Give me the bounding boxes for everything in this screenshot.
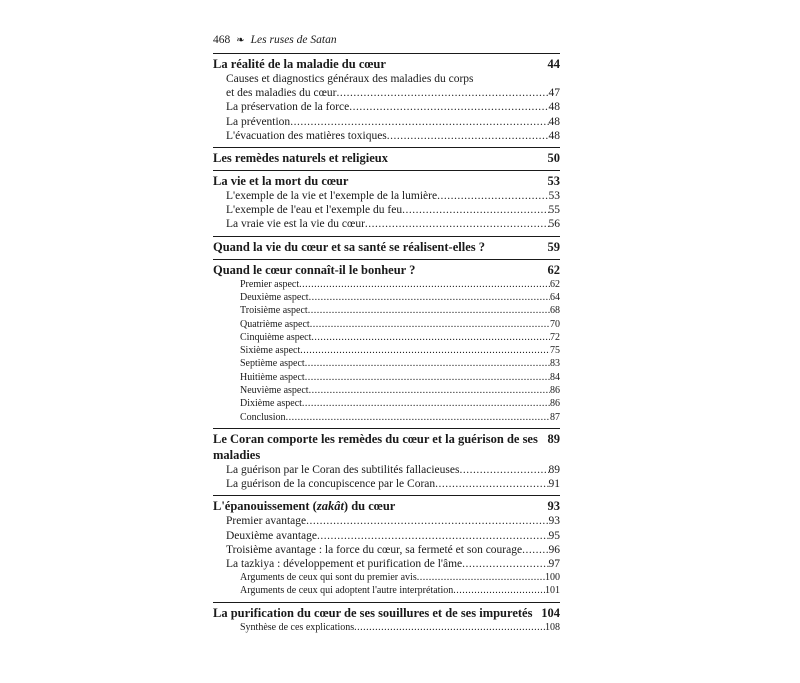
chapter-heading bbox=[213, 239, 560, 255]
toc-section bbox=[213, 602, 560, 634]
chapter-heading bbox=[213, 173, 560, 189]
toc-entry-page-number: 100 bbox=[545, 572, 560, 584]
toc-entry bbox=[213, 318, 560, 331]
toc-entry-label: L'exemple de la vie et l'exemple de la lumière bbox=[226, 190, 438, 203]
toc-entry-label: La tazkiya : développement et purification de l'âme bbox=[226, 557, 463, 570]
chapter-title: Les remèdes naturels et religieux bbox=[213, 151, 388, 166]
toc-page bbox=[213, 28, 560, 634]
toc-entry-label: Deuxième aspect bbox=[240, 291, 309, 303]
chapter-heading bbox=[213, 431, 560, 463]
dot-leader bbox=[354, 621, 545, 634]
chapter-title: La purification du cœur de ses souillures et de ses impuretés bbox=[213, 605, 533, 620]
toc-entry-page-number: 96 bbox=[548, 543, 560, 556]
toc-entry-label: Troisième avantage : la force du cœur, sa fermeté et son courage bbox=[226, 543, 523, 556]
toc-entry-label: Arguments de ceux qui adoptent l'autre interprétation bbox=[240, 585, 454, 597]
dot-leader bbox=[365, 217, 549, 231]
chapter-title: Le Coran comporte les remèdes du cœur et la guérison de ses maladies bbox=[213, 431, 538, 462]
toc-section bbox=[213, 236, 560, 255]
toc-entry-page-number: 101 bbox=[545, 585, 560, 597]
toc-entry bbox=[213, 584, 560, 597]
toc-entry-label: Arguments de ceux qui sont du premier avis bbox=[240, 572, 417, 584]
toc-entry bbox=[213, 278, 560, 291]
dot-leader bbox=[305, 357, 550, 370]
chapter-page-number: 53 bbox=[547, 174, 560, 189]
dot-leader bbox=[310, 318, 550, 331]
toc-entry-label: Deuxième avantage bbox=[226, 529, 317, 542]
dot-leader bbox=[387, 129, 549, 143]
toc-entry bbox=[213, 384, 560, 397]
toc-entry-page-number: 84 bbox=[550, 371, 560, 383]
toc-entry bbox=[213, 129, 560, 143]
toc-section bbox=[213, 170, 560, 232]
toc-entry bbox=[213, 557, 560, 571]
dot-leader bbox=[437, 189, 548, 203]
toc-entry-label: La prévention bbox=[226, 115, 291, 128]
table-of-contents bbox=[213, 53, 560, 634]
toc-entry bbox=[213, 304, 560, 317]
toc-entry-page-number: 55 bbox=[548, 204, 560, 217]
toc-entry-page-number: 75 bbox=[550, 345, 560, 357]
toc-entry-label: et des maladies du cœur bbox=[226, 87, 337, 100]
toc-entry-label: Premier aspect bbox=[240, 278, 300, 290]
dot-leader bbox=[290, 115, 548, 129]
toc-entry bbox=[213, 357, 560, 370]
toc-entry bbox=[213, 371, 560, 384]
toc-entry-label: Neuvième aspect bbox=[240, 385, 309, 396]
toc-entry-label: Troisième aspect bbox=[240, 305, 308, 317]
chapter-title: Quand la vie du cœur et sa santé se réalisent-elles ? bbox=[213, 239, 485, 254]
toc-entry-page-number: 108 bbox=[545, 621, 560, 633]
toc-entry-page-number: 83 bbox=[550, 358, 560, 370]
chapter-heading bbox=[213, 150, 560, 166]
dot-leader bbox=[309, 384, 550, 397]
chapter-title-part: ) du cœur bbox=[343, 499, 396, 514]
toc-entry bbox=[213, 529, 560, 543]
toc-entry-label: L'évacuation des matières toxiques bbox=[226, 129, 387, 142]
toc-entry bbox=[213, 86, 560, 100]
dot-leader bbox=[453, 584, 545, 597]
toc-entry-label: Premier avantage bbox=[226, 515, 307, 528]
toc-entry bbox=[213, 291, 560, 304]
chapter-page-number: 62 bbox=[547, 262, 560, 277]
toc-entry-label: Septième aspect bbox=[240, 358, 305, 370]
dot-leader bbox=[305, 371, 550, 384]
dot-leader bbox=[317, 529, 549, 543]
toc-entry bbox=[213, 411, 560, 424]
toc-entry bbox=[213, 115, 560, 129]
toc-entry-label: Conclusion bbox=[240, 411, 286, 423]
toc-section bbox=[213, 53, 560, 143]
toc-entry-label: Synthèse de ces explications bbox=[240, 621, 355, 633]
toc-entry bbox=[213, 397, 560, 410]
toc-section bbox=[213, 495, 560, 597]
toc-entry-page-number: 62 bbox=[550, 278, 560, 290]
chapter-title: Quand le cœur connaît-il le bonheur ? bbox=[213, 262, 416, 277]
toc-entry-label: Sixième aspect bbox=[240, 345, 301, 357]
dot-leader bbox=[349, 100, 548, 114]
toc-entry-label: La préservation de la force bbox=[226, 101, 350, 114]
toc-entry-page-number: 48 bbox=[548, 115, 560, 128]
toc-entry-page-number: 72 bbox=[550, 331, 560, 343]
leaf-ornament-icon: ❧ bbox=[236, 34, 245, 46]
toc-entry-line: Causes et diagnostics généraux des maladies du corps bbox=[226, 73, 474, 85]
dot-leader bbox=[306, 514, 548, 528]
toc-entry-page-number: 47 bbox=[548, 87, 560, 100]
toc-entry bbox=[213, 463, 560, 477]
page-number: 468 bbox=[213, 34, 231, 46]
chapter-page-number: 59 bbox=[547, 239, 560, 254]
toc-entry-page-number: 56 bbox=[548, 218, 560, 231]
dot-leader bbox=[459, 463, 548, 477]
toc-entry-page-number: 64 bbox=[550, 291, 560, 303]
toc-entry-page-number: 86 bbox=[550, 385, 560, 396]
toc-entry-label: La guérison de la concupiscence par le Coran bbox=[226, 478, 436, 491]
chapter-page-number: 50 bbox=[547, 151, 560, 166]
toc-entry-label: Dixième aspect bbox=[240, 398, 302, 410]
toc-entry-label: L'exemple de l'eau et l'exemple du feu bbox=[226, 204, 403, 217]
toc-entry bbox=[213, 189, 560, 203]
chapter-page-number: 89 bbox=[547, 431, 560, 446]
toc-entry-page-number: 48 bbox=[548, 129, 560, 142]
chapter-title-part: L'épanouissement ( bbox=[213, 499, 317, 514]
toc-entry bbox=[213, 344, 560, 357]
chapter-title: La réalité de la maladie du cœur bbox=[213, 57, 386, 71]
toc-entry bbox=[213, 100, 560, 114]
dot-leader bbox=[309, 291, 550, 304]
toc-entry-page-number: 87 bbox=[550, 411, 560, 423]
toc-entry-page-number: 68 bbox=[550, 305, 560, 317]
dot-leader bbox=[522, 543, 548, 557]
dot-leader bbox=[299, 278, 550, 291]
toc-entry-page-number: 86 bbox=[550, 398, 560, 410]
chapter-title-part: zakât bbox=[316, 499, 344, 514]
toc-entry bbox=[213, 331, 560, 344]
toc-entry-page-number: 53 bbox=[548, 190, 560, 203]
toc-entry bbox=[213, 514, 560, 528]
toc-entry-label: La guérison par le Coran des subtilités fallacieuses bbox=[226, 463, 460, 476]
dot-leader bbox=[337, 86, 549, 100]
toc-entry-label: Quatrième aspect bbox=[240, 318, 310, 330]
chapter-heading bbox=[213, 56, 560, 72]
chapter-heading bbox=[213, 498, 560, 514]
toc-section bbox=[213, 428, 560, 491]
chapter-page-number: 93 bbox=[547, 499, 560, 514]
dot-leader bbox=[308, 304, 550, 317]
dot-leader bbox=[435, 477, 548, 491]
chapter-title: La vie et la mort du cœur bbox=[213, 174, 349, 189]
running-header bbox=[213, 28, 560, 52]
toc-entry bbox=[213, 217, 560, 231]
toc-section bbox=[213, 147, 560, 166]
chapter-page-number: 104 bbox=[541, 605, 560, 620]
dot-leader bbox=[302, 397, 550, 410]
chapter-heading bbox=[213, 262, 560, 278]
toc-entry bbox=[213, 477, 560, 491]
dot-leader bbox=[286, 411, 550, 424]
dot-leader bbox=[300, 344, 550, 357]
toc-entry-page-number: 89 bbox=[548, 463, 560, 476]
toc-entry-page-number: 70 bbox=[550, 318, 560, 330]
toc-entry-label: Huitième aspect bbox=[240, 371, 305, 383]
dot-leader bbox=[402, 203, 548, 217]
toc-entry-page-number: 91 bbox=[548, 478, 560, 491]
toc-entry-label: Cinquième aspect bbox=[240, 331, 312, 343]
chapter-page-number: 44 bbox=[547, 57, 560, 71]
toc-entry bbox=[213, 621, 560, 634]
toc-entry bbox=[213, 543, 560, 557]
dot-leader bbox=[462, 557, 548, 571]
chapter-title bbox=[213, 498, 540, 514]
dot-leader bbox=[311, 331, 550, 344]
dot-leader bbox=[417, 571, 545, 584]
toc-entry-page-number: 48 bbox=[548, 101, 560, 114]
toc-entry-label: La vraie vie est la vie du cœur bbox=[226, 218, 365, 231]
toc-entry bbox=[213, 571, 560, 584]
toc-entry bbox=[213, 203, 560, 217]
book-title: Les ruses de Satan bbox=[250, 34, 337, 46]
chapter-heading bbox=[213, 605, 560, 621]
toc-entry-page-number: 97 bbox=[548, 557, 560, 570]
toc-section bbox=[213, 259, 560, 424]
toc-entry-page-number: 93 bbox=[548, 515, 560, 528]
toc-entry-page-number: 95 bbox=[548, 529, 560, 542]
